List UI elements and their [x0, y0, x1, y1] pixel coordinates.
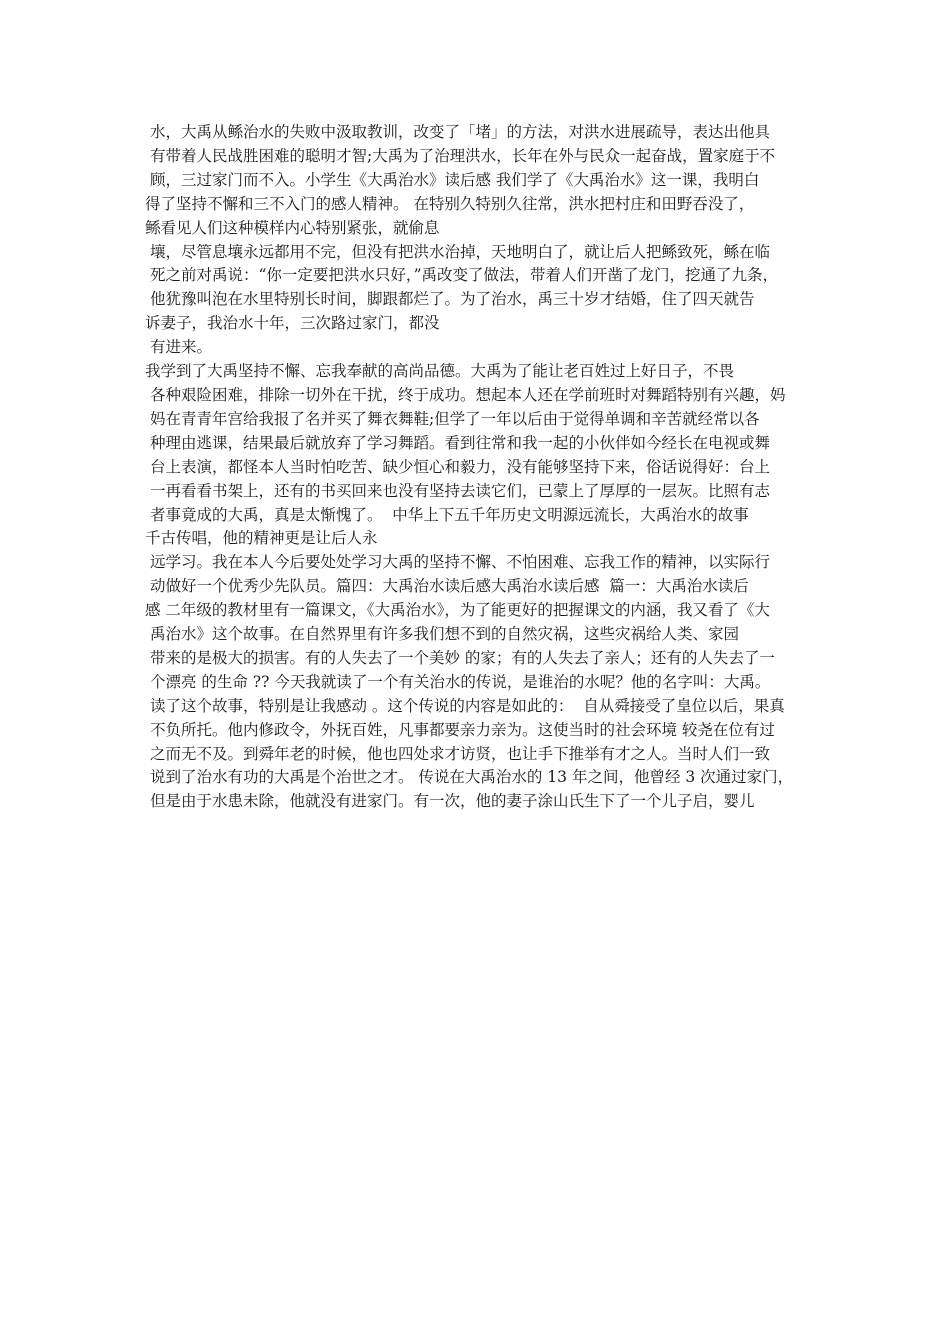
text-line: 有进来。 — [145, 338, 212, 357]
text-line: 死之前对禹说：“你一定要把洪水只好，”禹改变了做法，带着人们开凿了龙门，挖通了九条， — [145, 266, 779, 285]
text-line: 带来的是极大的损害。有的人失去了一个美妙 的家；有的人失去了亲人；还有的人失去了一 — [145, 648, 775, 667]
text-line: 有带着人民战胜困难的聪明才智;大禹为了治理洪水，长年在外与民众一起奋战，置家庭于不 — [145, 146, 776, 165]
text-line: 千古传唱，他的精神更是让后人永 — [145, 529, 378, 548]
text-line: 种理由逃课，结果最后就放弃了学习舞蹈。看到往常和我一起的小伙伴如今经长在电视或舞 — [145, 433, 770, 452]
document-body — [145, 121, 815, 814]
text-line: 之而无不及。到舜年老的时候，他也四处求才访贤，也让手下推举有才之人。当时人们一致 — [145, 744, 770, 763]
text-line: 他犹豫叫泡在水里特别长时间，脚跟都烂了。为了治水，禹三十岁才结婚，住了四天就告 — [145, 290, 755, 309]
text-line: 顾，三过家门而不入。小学生《大禹治水》读后感 我们学了《大禹治水》这一课，我明白 — [145, 170, 760, 189]
text-line: 我学到了大禹坚持不懈、忘我奉献的高尚品德。大禹为了能让老百姓过上好日子，不畏 — [145, 362, 735, 381]
text-line: 个漂亮 的生命 ?? 今天我就读了一个有关治水的传说，是谁治的水呢？他的名字叫：大禹。 — [145, 672, 771, 691]
text-line: 者事竟成的大禹，真是太惭愧了。 中华上下五千年历史文明源远流长，大禹治水的故事 — [145, 505, 749, 524]
text-line: 各种艰险困难，排除一切外在干扰，终于成功。想起本人还在学前班时对舞蹈特别有兴趣，妈 — [145, 385, 786, 404]
text-line: 远学习。我在本人今后要处处学习大禹的坚持不懈、不怕困难、忘我工作的精神，以实际行 — [145, 553, 770, 572]
text-line: 一再看看书架上，还有的书买回来也没有坚持去读它们，已蒙上了厚厚的一层灰。比照有志 — [145, 481, 770, 500]
text-line: 禹治水》这个故事。在自然界里有许多我们想不到的自然灾祸，这些灾祸给人类、家园 — [145, 625, 739, 644]
text-line: 感 二年级的教材里有一篇课文，《大禹治水》，为了能更好的把握课文的内涵，我又看了《大 — [145, 601, 770, 620]
text-line: 不负所托。他内修政令，外抚百姓，凡事都要亲力亲为。这使当时的社会环境 较尧在位有过 — [145, 720, 775, 739]
text-line: 说到了治水有功的大禹是个治世之才。 传说在大禹治水的 13 年之间，他曾经 3 次通过家门， — [145, 768, 794, 787]
text-line: 水，大禹从鲧治水的失败中汲取教训，改变了「堵」的方法，对洪水进展疏导，表达出他具 — [145, 123, 770, 141]
text-line: 动做好一个优秀少先队员。篇四：大禹治水读后感大禹治水读后感 篇一：大禹治水读后 — [145, 577, 749, 596]
text-line: 读了这个故事，特别是让我感动 。这个传说的内容是如此的： 自从舜接受了皇位以后，果真 — [145, 696, 785, 715]
text-line: 诉妻子，我治水十年，三次路过家门，都没 — [145, 314, 440, 333]
text-line: 鲧看见人们这种模样内心特别紧张，就偷息 — [145, 218, 440, 237]
text-line: 但是由于水患未除，他就没有进家门。有一次，他的妻子涂山氏生下了一个儿子启，婴儿 — [145, 792, 755, 811]
text-line: 妈在青青年宫给我报了名并买了舞衣舞鞋;但学了一年以后由于觉得单调和辛苦就经常以各 — [145, 409, 760, 428]
text-line: 壤，尽管息壤永远都用不完，但没有把洪水治掉，天地明白了，就让后人把鲧致死，鲧在临 — [145, 242, 770, 261]
text-line: 得了坚持不懈和三不入门的感人精神。 在特别久特别久往常，洪水把村庄和田野吞没了， — [145, 194, 755, 213]
text-line: 台上表演，都怪本人当时怕吃苦、缺少恒心和毅力，没有能够坚持下来，俗话说得好：台上 — [145, 457, 770, 476]
